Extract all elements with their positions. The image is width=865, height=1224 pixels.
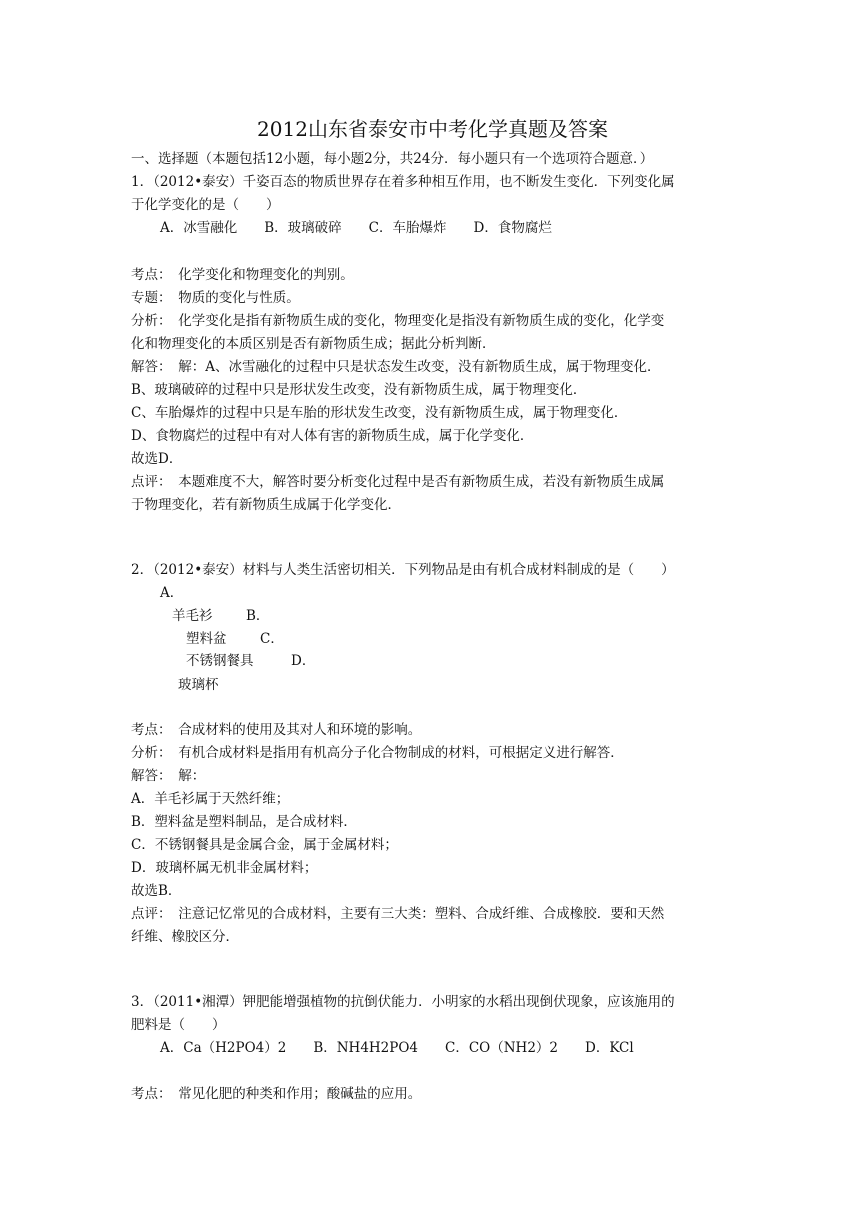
q3-options: A．Ca（H2PO4）2 B．NH4H2PO4 C．CO（NH2）2 D．KCl xyxy=(160,1040,634,1056)
q2-kaodian: 考点： 合成材料的使用及其对人和环境的影响。 xyxy=(131,722,422,738)
q2-jieda-c: C．不锈钢餐具是金属合金，属于金属材料； xyxy=(131,837,398,853)
q2-fenxi: 分析： 有机合成材料是指用有机高分子化合物制成的材料，可根据定义进行解答． xyxy=(131,745,624,761)
q2-conclusion: 故选B． xyxy=(131,883,182,899)
q1-dianping-line2: 于物理变化，若有新物质生成属于化学变化． xyxy=(131,497,401,513)
q2-option-d-label: D． xyxy=(291,653,316,669)
q2-jieda-a: A．羊毛衫属于天然纤维； xyxy=(131,791,290,807)
q2-stem: 2．（2012•泰安）材料与人类生活密切相关．下列物品是由有机合成材料制成的是（ ） xyxy=(131,562,675,578)
q2-dianping-line2: 纤维、橡胶区分． xyxy=(131,929,239,945)
q1-conclusion: 故选D． xyxy=(131,451,183,467)
q2-option-b-text: 塑料盆 xyxy=(186,631,227,647)
q1-fenxi-line2: 化和物理变化的本质区别是否有新物质生成；据此分析判断． xyxy=(131,336,496,352)
q1-zhuanti: 专题： 物质的变化与性质。 xyxy=(131,290,300,306)
q1-kaodian: 考点： 化学变化和物理变化的判别。 xyxy=(131,267,354,283)
q1-jieda-line3: C、车胎爆炸的过程中只是车胎的形状发生改变，没有新物质生成，属于物理变化． xyxy=(131,405,628,421)
q1-dianping-line1: 点评： 本题难度不大，解答时要分析变化过程中是否有新物质生成，若没有新物质生成属 xyxy=(131,474,665,490)
q2-option-a-text: 羊毛衫 xyxy=(172,608,213,624)
q1-jieda-line4: D、食物腐烂的过程中有对人体有害的新物质生成，属于化学变化． xyxy=(131,428,534,444)
q2-option-b-label: B． xyxy=(246,608,270,624)
q1-stem-line1: 1．（2012•泰安）千姿百态的物质世界存在着多种相互作用，也不断发生变化．下列变化属 xyxy=(131,174,675,190)
document-title: 2012山东省泰安市中考化学真题及答案 xyxy=(257,117,608,141)
q1-fenxi-line1: 分析： 化学变化是指有新物质生成的变化，物理变化是指没有新物质生成的变化，化学变 xyxy=(131,313,665,329)
q2-jieda-d: D．玻璃杯属无机非金属材料； xyxy=(131,860,318,876)
q2-option-d-text: 玻璃杯 xyxy=(178,677,219,693)
q1-stem-line2: 于化学变化的是（ ） xyxy=(131,197,280,213)
q3-stem-line2: 肥料是（ ） xyxy=(131,1017,226,1033)
q2-option-c-label: C． xyxy=(260,631,284,647)
q2-dianping-line1: 点评： 注意记忆常见的合成材料，主要有三大类：塑料、合成纤维、合成橡胶．要和天然 xyxy=(131,906,665,922)
q2-option-c-text: 不锈钢餐具 xyxy=(186,653,254,669)
q3-kaodian: 考点： 常见化肥的种类和作用；酸碱盐的应用。 xyxy=(131,1086,422,1102)
q2-jieda-b: B．塑料盆是塑料制品，是合成材料． xyxy=(131,814,357,830)
q1-jieda-line2: B、玻璃破碎的过程中只是形状发生改变，没有新物质生成，属于物理变化． xyxy=(131,382,587,398)
q2-option-a-label: A． xyxy=(160,585,184,601)
q1-jieda-line1: 解答： 解：A、冰雪融化的过程中只是状态发生改变，没有新物质生成，属于物理变化． xyxy=(131,359,661,375)
q1-options: A．冰雪融化 B．玻璃破碎 C．车胎爆炸 D．食物腐烂 xyxy=(160,220,552,236)
q2-jieda-head: 解答： 解： xyxy=(131,768,206,784)
section-header: 一、选择题（本题包括12小题，每小题2分，共24分．每小题只有一个选项符合题意．） xyxy=(131,151,654,167)
q3-stem-line1: 3．（2011•湘潭）钾肥能增强植物的抗倒伏能力．小明家的水稻出现倒伏现象，应该施用的 xyxy=(131,994,675,1010)
